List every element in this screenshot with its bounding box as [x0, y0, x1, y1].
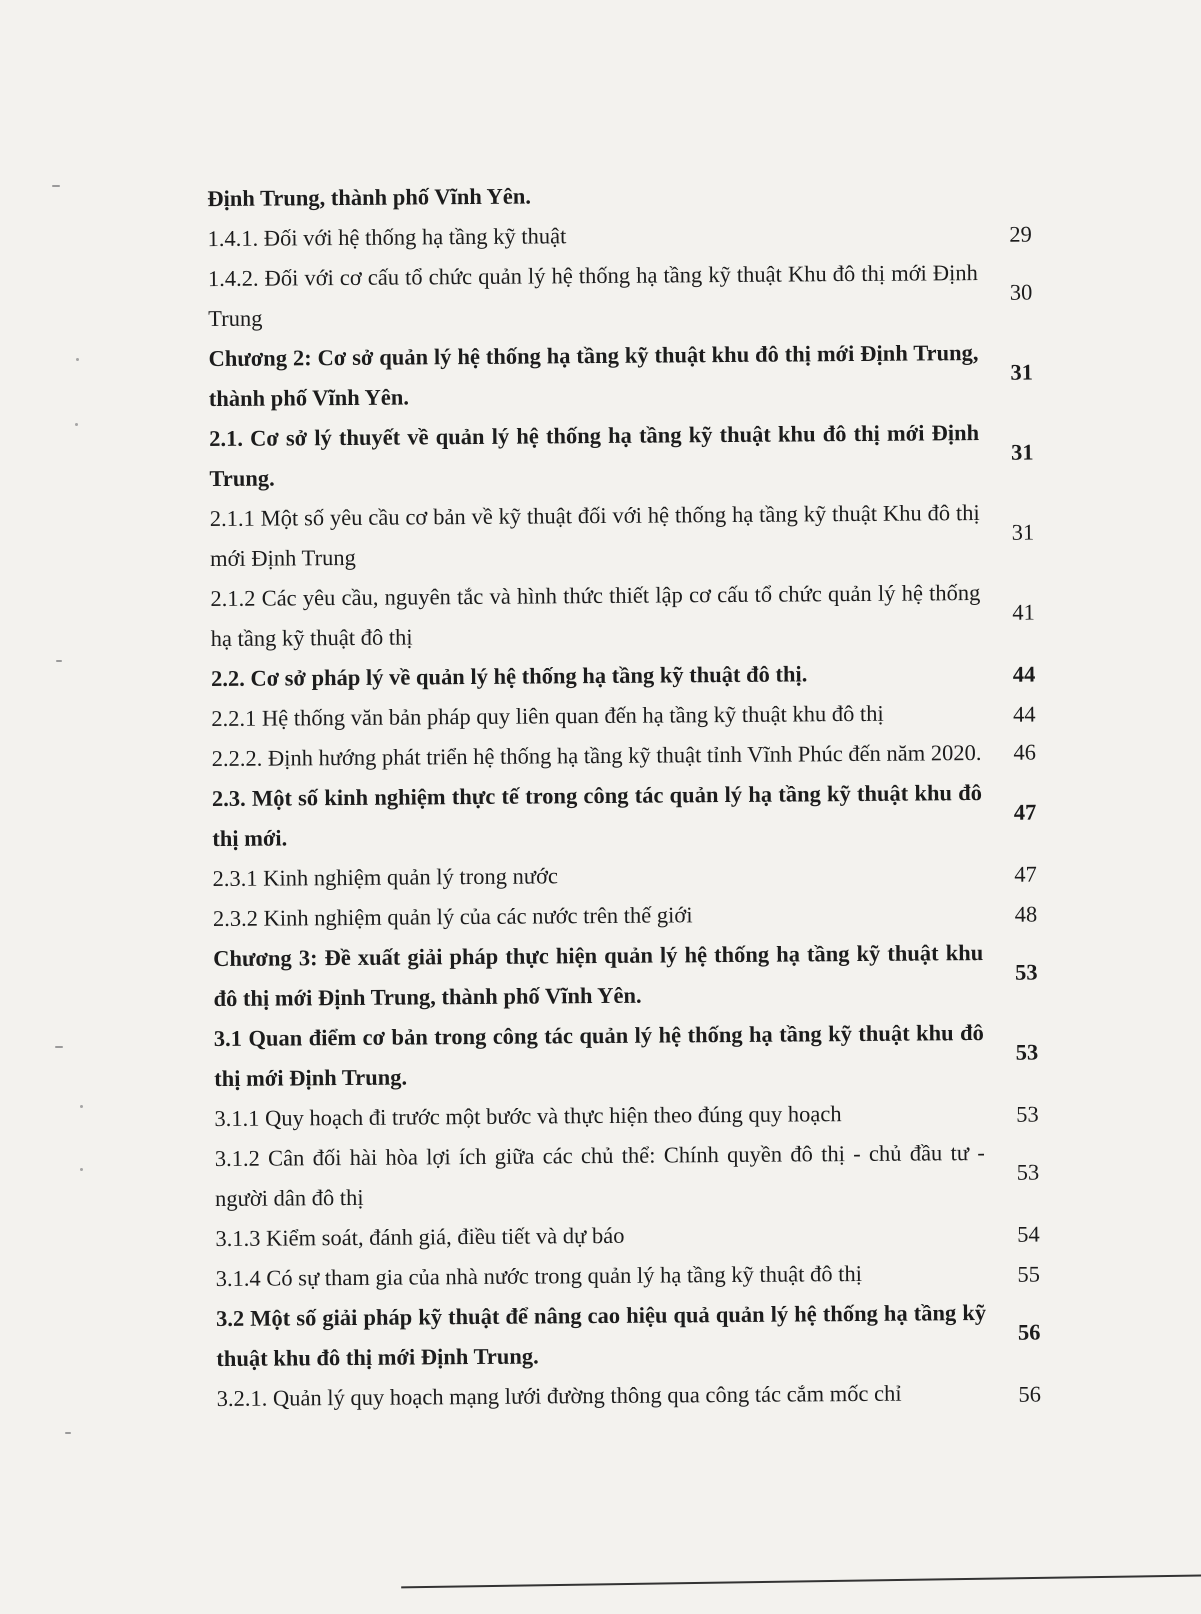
toc-entry	[210, 653, 1036, 699]
toc-entry	[209, 493, 1035, 579]
scan-speck	[76, 358, 79, 361]
page-bottom-rule	[401, 1575, 1201, 1589]
toc-entry	[210, 573, 1035, 659]
toc-entry-title: 2.2. Cơ sở pháp lý về quản lý hệ thống hạ tầng kỹ thuật đô thị.	[210, 661, 808, 692]
toc-entry	[215, 1213, 1040, 1259]
toc-entry	[211, 773, 1037, 859]
toc-entry	[213, 933, 1038, 1019]
toc-entry-title: Định Trung, thành phố Vĩnh Yên.	[207, 183, 532, 212]
toc-entry-page: 53	[1016, 1159, 1040, 1185]
toc-entry-page: 29	[1009, 221, 1032, 247]
toc-entry	[212, 853, 1037, 899]
toc-entry-page: 56	[1018, 1381, 1042, 1407]
toc-entry-page: 56	[1017, 1319, 1041, 1345]
toc-entry	[213, 1013, 1039, 1099]
toc-entry-page: 48	[1014, 901, 1038, 927]
toc-entry-title: 2.1. Cơ sở lý thuyết về quản lý hệ thống hạ tầng kỹ thuật khu đô thị mới Định Trung.	[209, 420, 980, 492]
toc-entry-title: Chương 2: Cơ sở quản lý hệ thống hạ tầng kỹ thuật khu đô thị mới Định Trung, thành phố Vĩnh Yên.	[208, 340, 979, 412]
toc-entry-title: 3.1.1 Quy hoạch đi trước một bước và thực hiện theo đúng quy hoạch	[214, 1101, 842, 1132]
toc-entry-page: 30	[1009, 279, 1033, 305]
toc-entry-title: Chương 3: Đề xuất giải pháp thực hiện quản lý hệ thống hạ tầng kỹ thuật khu đô thị mới Định Trung, thành phố Vĩnh Yên.	[213, 939, 984, 1012]
toc-entry-page: 47	[1014, 861, 1037, 887]
toc-entry-title: 3.1.2 Cân đối hài hòa lợi ích giữa các chủ thể: Chính quyền đô thị - chủ đầu tư - người dân đô thị	[214, 1139, 985, 1212]
toc-entry-page: 53	[1015, 959, 1038, 985]
toc-entry-title: 2.3. Một số kinh nghiệm thực tế trong công tác quản lý hạ tầng kỹ thuật khu đô thị mới.	[211, 780, 983, 852]
toc-entry	[209, 413, 1034, 499]
toc-entry-page: 31	[1010, 439, 1034, 465]
toc-entry-page: 53	[1015, 1039, 1039, 1065]
toc-entry	[207, 213, 1032, 259]
toc-entry	[214, 1133, 1040, 1219]
toc-entry-title: 2.1.1 Một số yêu cầu cơ bản về kỹ thuật đối với hệ thống hạ tầng kỹ thuật Khu đô thị mới Định Trung	[209, 500, 980, 572]
toc-entry-page: 31	[1011, 519, 1035, 545]
scan-speck	[55, 1046, 63, 1048]
toc-entry-title: 1.4.1. Đối với hệ thống hạ tầng kỹ thuật	[207, 223, 567, 252]
toc-entry	[207, 173, 977, 219]
toc-entry	[212, 893, 1038, 939]
scan-speck	[80, 1105, 83, 1108]
toc-entry-page: 54	[1017, 1221, 1040, 1247]
toc-entry-page: 41	[1012, 599, 1035, 625]
toc-entry-title: 2.2.1 Hệ thống văn bản pháp quy liên quan đến hạ tầng kỹ thuật khu đô thị	[211, 700, 884, 732]
toc-entry	[216, 1373, 1042, 1419]
toc-entry-title: 3.2 Một số giải pháp kỹ thuật để nâng cao hiệu quả quản lý hệ thống hạ tầng kỹ thuật khu đô thị mới Định Trung.	[215, 1299, 987, 1372]
toc-entry-title: 2.3.1 Kinh nghiệm quản lý trong nước	[212, 863, 559, 892]
scan-speck	[52, 185, 60, 187]
toc-entry-page: 44	[1012, 701, 1036, 727]
toc-entry	[215, 1253, 1041, 1299]
toc-entry-page: 46	[1013, 739, 1036, 765]
toc-entry-title: 2.3.2 Kinh nghiệm quản lý của các nước trên thế giới	[212, 902, 693, 932]
toc-entry-page: 47	[1013, 799, 1037, 825]
toc-entry-title: 3.1.3 Kiểm soát, đánh giá, điều tiết và dự báo	[215, 1222, 625, 1252]
toc-entry-title: 1.4.2. Đối với cơ cấu tổ chức quản lý hệ thống hạ tầng kỹ thuật Khu đô thị mới Định Trung	[207, 260, 978, 332]
toc-entry	[215, 1293, 1041, 1379]
table-of-contents	[207, 172, 1097, 1419]
toc-entry-title: 3.1 Quan điểm cơ bản trong công tác quản lý hệ thống hạ tầng kỹ thuật khu đô thị mới Định Trung.	[213, 1019, 984, 1092]
toc-entry	[207, 253, 1033, 339]
toc-entry	[211, 693, 1036, 739]
toc-entry-title: 2.1.2 Các yêu cầu, nguyên tắc và hình thức thiết lập cơ cấu tổ chức quản lý hệ thống hạ tầng kỹ thuật đô thị	[210, 580, 981, 652]
toc-entry-title: 2.2.2. Định hướng phát triển hệ thống hạ tầng kỹ thuật tỉnh Vĩnh Phúc đến năm 2020.	[211, 740, 982, 772]
toc-entry-page: 53	[1016, 1101, 1039, 1127]
scan-speck	[80, 1168, 83, 1171]
scan-speck	[75, 423, 78, 426]
toc-entry	[211, 733, 1036, 779]
toc-entry	[208, 333, 1034, 419]
toc-entry-page: 44	[1012, 661, 1036, 687]
scan-speck	[56, 660, 62, 662]
toc-entry-title: 3.2.1. Quản lý quy hoạch mạng lưới đường thông qua công tác cắm mốc chỉ	[216, 1380, 902, 1412]
toc-entry-title: 3.1.4 Có sự tham gia của nhà nước trong quản lý hạ tầng kỹ thuật đô thị	[215, 1260, 862, 1292]
toc-entry-page: 31	[1010, 359, 1034, 385]
toc-entry-page: 55	[1017, 1261, 1041, 1287]
toc-entry	[214, 1093, 1039, 1139]
scan-speck	[65, 1432, 71, 1434]
